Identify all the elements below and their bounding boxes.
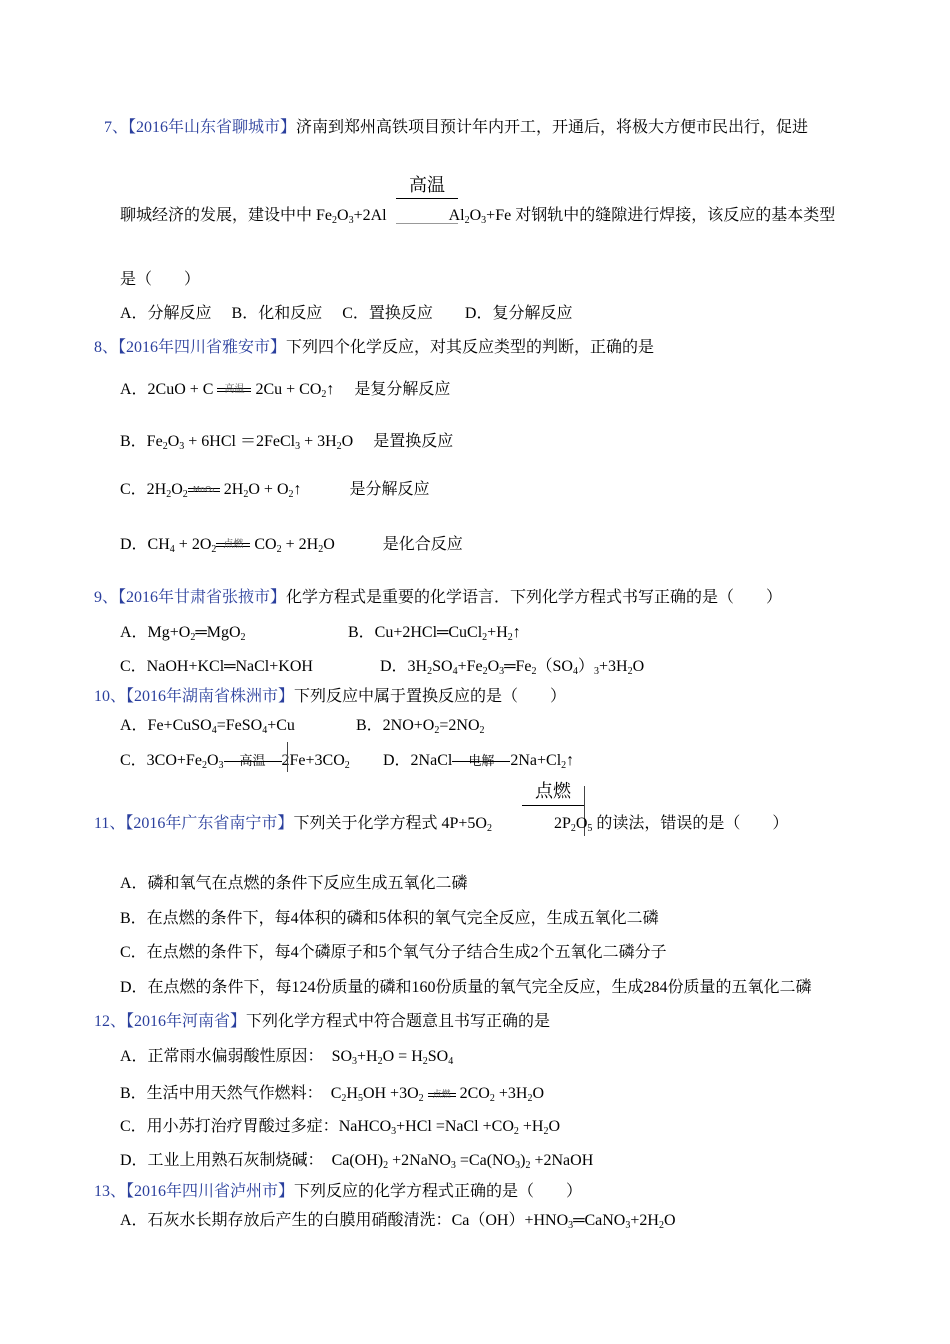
q7-source: 【2016年山东省聊城市】 — [128, 119, 297, 136]
q7-number: 7、 — [104, 119, 129, 136]
q10-option-c: C．$3CO+Fe_2O_3$ 高温 $2Fe+3CO_2$ — [120, 752, 350, 771]
q8-option-b: B．$Fe_2O_3 + 6HCl$ ＝2FeCl$_3$ + $3H_2O$ 是置换反应 — [120, 433, 454, 452]
q11-text-pre: 下列关于化学方程式 — [293, 815, 442, 832]
q12-b-label: B．生活中用天然气作燃料： — [120, 1085, 315, 1102]
q9-text: 化学方程式是重要的化学语言．下列化学方程式书写正确的是（ ） — [286, 589, 783, 606]
q8-option-d: D．$CH_4 + 2O_2$ 点燃 $CO_2 + 2H_2O$ 是化合反应 — [120, 536, 463, 555]
q8-option-c: C．$2H_2O_2$ MnO₂ $2H_2O$ + $O_2↑$ 是分解反应 — [120, 481, 430, 500]
q12-b-condition: 点燃 — [432, 1090, 451, 1100]
q9-title — [94, 588, 782, 608]
q8-text: 下列四个化学反应，对其反应类型的判断，正确的是 — [286, 339, 655, 356]
q13-a-label: A．石灰水长期存放后产生的白膜用硝酸清洗： — [120, 1212, 452, 1229]
q10-d-condition: 电解 — [468, 754, 495, 769]
q11-condition: 点燃 — [535, 781, 571, 802]
q8-source: 【2016年四川省雅安市】 — [118, 339, 287, 356]
q8-c-condition: MnO₂ — [193, 485, 215, 494]
q12-source: 【2016年河南省】 — [126, 1013, 247, 1030]
q12-option-d: D．工业上用熟石灰制烧碱： $Ca(OH)_2$ +2NaNO$_3$ $=Ca(NO_3)_2$ +2NaOH — [120, 1152, 594, 1171]
q9-number: 9、 — [94, 589, 119, 606]
q7-line2-pre: 聊城经济的发展，建设中中 — [120, 207, 317, 224]
q8-option-a: A．2CuO + C 高温 $2Cu + CO_2↑$ 是复分解反应 — [120, 381, 451, 400]
q8-title — [94, 338, 654, 358]
q12-option-c: C．用小苏打治疗胃酸过多症：NaHCO$_3$+HCl =NaCl $+CO_2 +H_2O$ — [120, 1118, 561, 1137]
q13-title — [94, 1182, 582, 1202]
q9-option-b: B．$Cu+2HCl═CuCl_2+H_2↑$ — [348, 624, 521, 643]
q11-option-b: B．在点燃的条件下，每4体积的磷和5体积的氧气完全反应，生成五氧化二磷 — [120, 910, 659, 927]
q8-number: 8、 — [94, 339, 119, 356]
q10-source: 【2016年湖南省株洲市】 — [126, 688, 295, 705]
q9-option-c: C．NaOH+KCl═NaCl+KOH — [120, 658, 313, 675]
q13-option-a: A．石灰水长期存放后产生的白膜用硝酸清洗：$Ca(OH)+HNO_3═CaNO_3+2H_2O$ — [120, 1212, 676, 1231]
q7-line1 — [104, 118, 808, 138]
q11-text-post: 的读法，错误的是（ ） — [592, 815, 789, 832]
q7-line2: 聊城经济的发展，建设中中 $Fe_2O_3+2Al$ $Al_2O_3+Fe$ 对钢轨中的缝隙进行焊接，该反应的基本类型 — [120, 207, 836, 226]
q7-line3: 是（ ） — [120, 271, 201, 288]
q10-option-a: A．Fe+CuSO$_4$=FeSO$_4$+Cu — [120, 717, 295, 736]
q10-title — [94, 687, 566, 707]
q7-options: A．分解反应 B．化和反应 C．置换反应 D．复分解反应 — [120, 305, 573, 322]
q12-title — [94, 1012, 550, 1032]
q12-option-b: B．生活中用天然气作燃料： $C_2H_5OH +3O_2$ 点燃 $2CO_2 +3H_2O$ — [120, 1085, 544, 1104]
q8-d-condition: 点燃 — [223, 539, 244, 550]
q11-option-d: D．在点燃的条件下，每124份质量的磷和160份质量的氧气完全反应，生成284份质量的五氧化二磷 — [120, 979, 812, 996]
q12-d-label: D．工业上用熟石灰制烧碱： — [120, 1152, 316, 1169]
q13-text: 下列反应的化学方程式正确的是（ ） — [294, 1183, 583, 1200]
q13-source: 【2016年四川省泸州市】 — [126, 1183, 295, 1200]
q8-a-condition: 高温 — [224, 384, 245, 395]
q11-source: 【2016年广东省南宁市】 — [125, 815, 294, 832]
q11-title: 11、【2016年广东省南宁市】下列关于化学方程式 $4P+5O_2$ $2P_2O_5$ 的读法，错误的是（ ） — [94, 815, 789, 834]
q11-option-c: C．在点燃的条件下，每4个磷原子和5个氧气分子结合生成2个五氧化二磷分子 — [120, 944, 667, 961]
q12-number: 12、 — [94, 1013, 127, 1030]
q10-number: 10、 — [94, 688, 127, 705]
q13-number: 13、 — [94, 1183, 127, 1200]
q11-option-a: A．磷和氧气在点燃的条件下反应生成五氧化二磷 — [120, 875, 468, 892]
q10-text: 下列反应中属于置换反应的是（ ） — [294, 688, 567, 705]
q12-a-label: A．正常雨水偏弱酸性原因： — [120, 1048, 316, 1065]
q8-a-note: 是复分解反应 — [354, 381, 451, 398]
q11-eq-bar — [522, 805, 584, 806]
q7-condition: 高温 — [409, 175, 445, 196]
q9-option-a: A．$Mg+O_2═MgO_2$ — [120, 624, 246, 643]
q8-d-note: 是化合反应 — [382, 536, 463, 553]
q8-c-note: 是分解反应 — [349, 481, 430, 498]
q12-c-label: C．用小苏打治疗胃酸过多症： — [120, 1118, 339, 1135]
q9-option-d: D．$3H_2SO_4+Fe_2O_3═Fe_2(SO_4)_3+3H_2O$ — [380, 658, 645, 677]
q9-source: 【2016年甘肃省张掖市】 — [118, 589, 287, 606]
q7-text: 济南到郑州高铁项目预计年内开工，开通后，将极大方便市民出行，促进 — [296, 119, 809, 136]
q10-option-d: D．2NaCl 电解 $2Na+Cl_2↑$ — [383, 752, 575, 771]
q7-line2-post: 对钢轨中的缝隙进行焊接，该反应的基本类型 — [511, 207, 836, 224]
q11-number: 11、 — [94, 815, 126, 832]
q8-b-note: 是置换反应 — [373, 433, 454, 450]
q10-c-condition: 高温 — [239, 754, 266, 769]
q12-text: 下列化学方程式中符合题意且书写正确的是 — [246, 1013, 551, 1030]
q10-divider — [287, 742, 288, 772]
q7-eq-bar — [396, 198, 458, 199]
q10-option-b: B．$2NO+O_2=2NO_2$ — [356, 717, 485, 736]
q12-option-a: A．正常雨水偏弱酸性原因： $SO_3+H_2O = H_2SO_4$ — [120, 1048, 454, 1067]
